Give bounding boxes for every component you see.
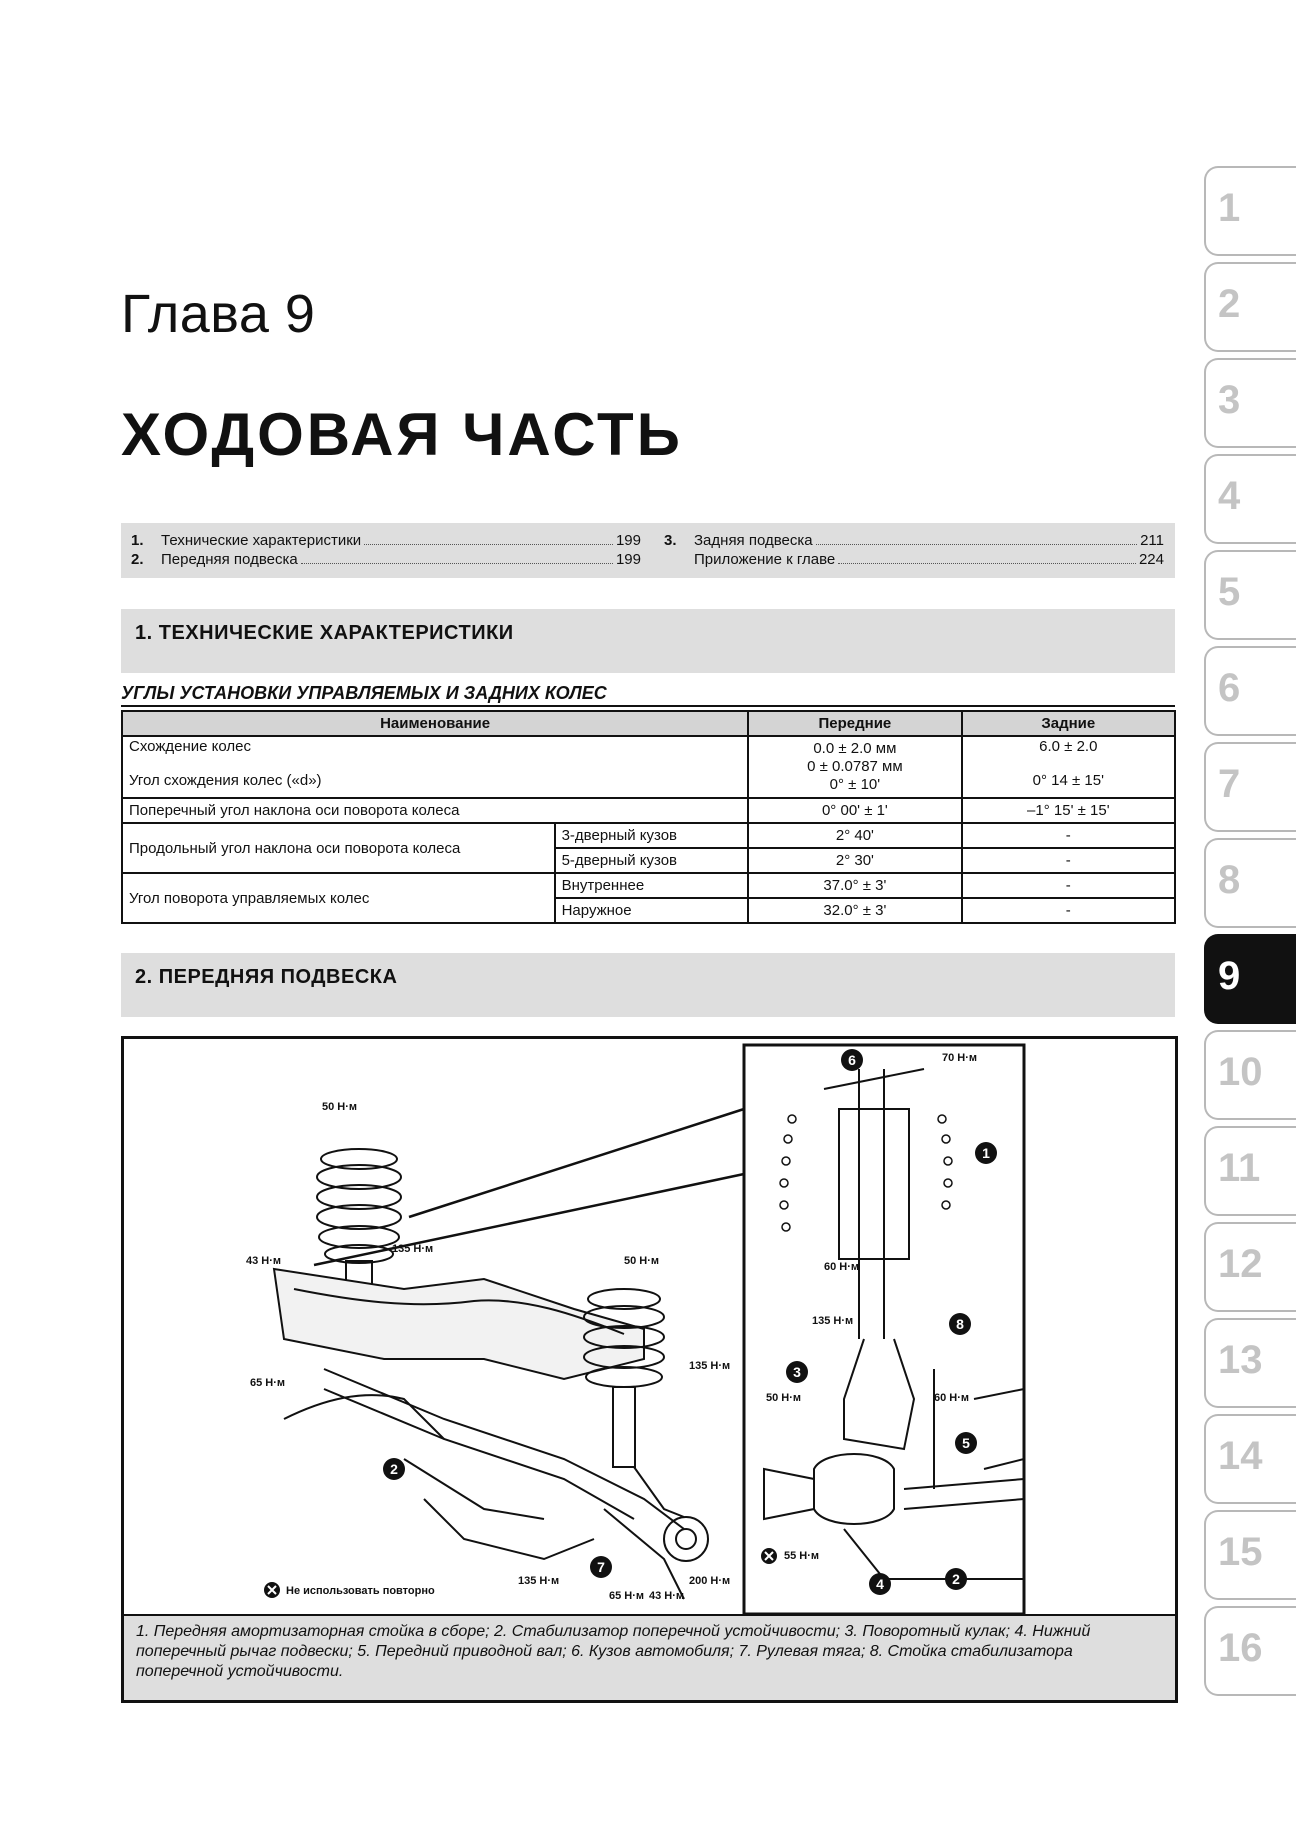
suspension-diagram <box>124 1039 1175 1614</box>
chapter-tab-10[interactable]: 10 <box>1204 1030 1296 1120</box>
section-title: 1. ТЕХНИЧЕСКИЕ ХАРАКТЕРИСТИКИ <box>135 622 514 644</box>
column-header: Передние <box>748 711 961 736</box>
section-header-specs <box>121 609 1175 673</box>
svg-text:3: 3 <box>793 1364 801 1380</box>
chapter-tab-16[interactable]: 16 <box>1204 1606 1296 1696</box>
callout-marker <box>841 1049 863 1071</box>
divider <box>121 705 1175 707</box>
table-cell: 6.0 ± 2.0 0° 14 ± 15' <box>962 736 1175 798</box>
table-cell: Схождение колес Угол схождения колес («d») <box>122 736 748 798</box>
toc-item-page: 224 <box>1138 551 1164 568</box>
front-suspension-figure <box>121 1036 1178 1703</box>
table-cell: 37.0° ± 3' <box>748 873 961 898</box>
table-cell: 0.0 ± 2.0 мм 0 ± 0.0787 мм 0° ± 10' <box>748 736 961 798</box>
table-row <box>122 736 1175 798</box>
torque-label: 60 Н·м <box>934 1392 970 1404</box>
chapter-label: Глава 9 <box>121 284 316 344</box>
table-cell: - <box>962 848 1175 873</box>
svg-text:6: 6 <box>848 1052 856 1068</box>
chapter-tab-3[interactable]: 3 <box>1204 358 1296 448</box>
table-cell: 2° 40' <box>748 823 961 848</box>
torque-label: 65 Н·м <box>250 1377 286 1389</box>
torque-label: 43 Н·м <box>649 1590 685 1602</box>
toc-item[interactable]: 1. Технические характеристики 199 <box>131 532 641 549</box>
svg-text:2: 2 <box>952 1571 960 1587</box>
callout-marker <box>975 1142 997 1164</box>
table-cell: Поперечный угол наклона оси поворота колеса <box>122 798 748 823</box>
callout-marker <box>869 1573 891 1595</box>
torque-label: 135 Н·м <box>392 1243 434 1255</box>
torque-label: 70 Н·м <box>942 1052 978 1064</box>
svg-text:8: 8 <box>956 1316 964 1332</box>
table-row <box>122 823 1175 848</box>
toc-item[interactable]: 3. Задняя подвеска 211 <box>664 532 1164 549</box>
table-cell: Внутреннее <box>555 873 749 898</box>
table-cell: - <box>962 873 1175 898</box>
chapter-tab-14[interactable]: 14 <box>1204 1414 1296 1504</box>
column-header: Наименование <box>122 711 748 736</box>
no-reuse-legend <box>264 1582 435 1598</box>
figure-caption: 1. Передняя амортизаторная стойка в сборе; 2. Стабилизатор поперечной устойчивости; 3. Поворотный кулак; 4. Нижний поперечный рычаг подвески; 5. Передний приводной вал; 6. Кузов автомобиля; 7. Рулевая тяга; 8. Стойка стабилизатора поперечной устойчивости. <box>124 1614 1175 1700</box>
chapter-tab-4[interactable]: 4 <box>1204 454 1296 544</box>
section-title: 2. ПЕРЕДНЯЯ ПОДВЕСКА <box>135 966 398 988</box>
chapter-tab-5[interactable]: 5 <box>1204 550 1296 640</box>
table-header-row <box>122 711 1175 736</box>
wheel-alignment-table <box>121 710 1176 924</box>
table-row <box>122 873 1175 898</box>
torque-label: 50 Н·м <box>766 1392 802 1404</box>
table-cell: 2° 30' <box>748 848 961 873</box>
column-header: Задние <box>962 711 1175 736</box>
torque-label: 135 Н·м <box>812 1315 854 1327</box>
table-cell: Продольный угол наклона оси поворота колеса <box>122 823 555 873</box>
table-cell: 0° 00' ± 1' <box>748 798 961 823</box>
page-title: ХОДОВАЯ ЧАСТЬ <box>121 401 683 468</box>
torque-label: 65 Н·м <box>609 1590 645 1602</box>
torque-label: 135 Н·м <box>518 1575 560 1587</box>
toc-item[interactable] <box>664 551 1164 569</box>
toc-item-label: Задняя подвеска <box>694 532 813 549</box>
table-cell: –1° 15' ± 15' <box>962 798 1175 823</box>
table-title: УГЛЫ УСТАНОВКИ УПРАВЛЯЕМЫХ И ЗАДНИХ КОЛЕС <box>121 683 607 703</box>
table-of-contents <box>121 523 1175 578</box>
table-cell: - <box>962 823 1175 848</box>
torque-label: 60 Н·м <box>824 1261 860 1273</box>
svg-text:7: 7 <box>597 1559 605 1575</box>
svg-text:2: 2 <box>390 1461 398 1477</box>
chapter-tab-1[interactable]: 1 <box>1204 166 1296 256</box>
chapter-tab-12[interactable]: 12 <box>1204 1222 1296 1312</box>
torque-label: 50 Н·м <box>322 1101 358 1113</box>
torque-label: 200 Н·м <box>689 1575 731 1587</box>
chapter-tab-13[interactable]: 13 <box>1204 1318 1296 1408</box>
chapter-tab-11[interactable]: 11 <box>1204 1126 1296 1216</box>
table-row <box>122 798 1175 823</box>
chapter-tab-6[interactable]: 6 <box>1204 646 1296 736</box>
svg-text:1: 1 <box>982 1145 990 1161</box>
toc-item[interactable]: 2. Передняя подвеска 199 <box>131 551 641 568</box>
table-cell: Наружное <box>555 898 749 923</box>
toc-item-label: Приложение к главе <box>694 551 836 568</box>
svg-text:5: 5 <box>962 1435 970 1451</box>
callout-marker <box>949 1313 971 1335</box>
table-cell: 3-дверный кузов <box>555 823 749 848</box>
torque-label: 50 Н·м <box>624 1255 660 1267</box>
chapter-tab-9[interactable]: 9 <box>1204 934 1296 1024</box>
svg-text:4: 4 <box>876 1576 884 1592</box>
toc-item-page: 199 <box>615 551 641 568</box>
table-cell: Угол поворота управляемых колес <box>122 873 555 923</box>
callout-marker <box>383 1458 405 1480</box>
callout-marker <box>955 1432 977 1454</box>
toc-item-page: 211 <box>1140 532 1164 549</box>
torque-label: 43 Н·м <box>246 1255 282 1267</box>
chapter-tab-7[interactable]: 7 <box>1204 742 1296 832</box>
table-cell: 5-дверный кузов <box>555 848 749 873</box>
chapter-tab-15[interactable]: 15 <box>1204 1510 1296 1600</box>
table-cell: 32.0° ± 3' <box>748 898 961 923</box>
callout-marker <box>786 1361 808 1383</box>
chapter-tab-2[interactable]: 2 <box>1204 262 1296 352</box>
table-cell: - <box>962 898 1175 923</box>
svg-text:Не использовать повторно: Не использовать повторно <box>286 1585 435 1597</box>
callout-marker <box>945 1568 967 1590</box>
section-header-front-suspension <box>121 953 1175 1017</box>
toc-item-page: 199 <box>615 532 641 549</box>
no-reuse-icon <box>761 1548 777 1564</box>
chapter-tab-8[interactable]: 8 <box>1204 838 1296 928</box>
torque-label: 55 Н·м <box>784 1550 820 1562</box>
torque-label: 135 Н·м <box>689 1360 731 1372</box>
callout-marker <box>590 1556 612 1578</box>
toc-item-label: Передняя подвеска <box>161 551 298 568</box>
toc-item-label: Технические характеристики <box>161 532 362 549</box>
